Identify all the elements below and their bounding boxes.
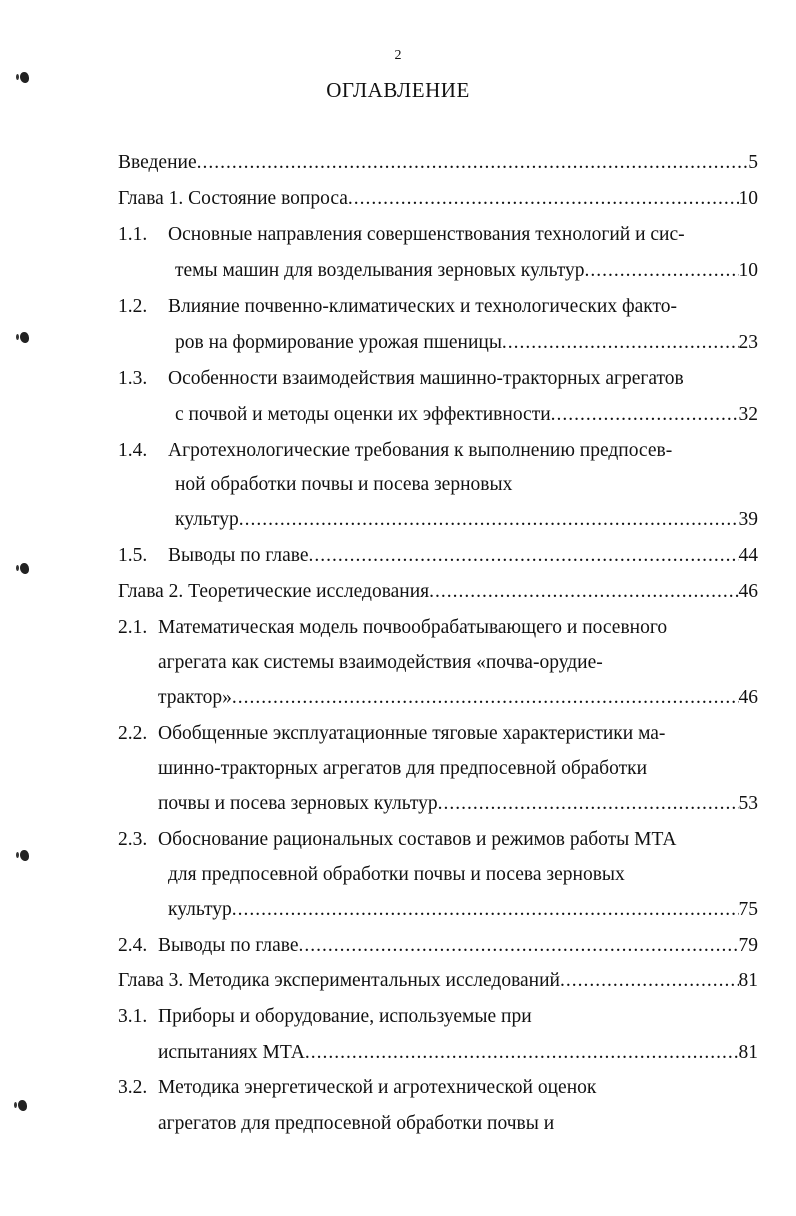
toc-page-number: 5 <box>748 152 758 173</box>
page-number: 2 <box>394 48 402 63</box>
toc-entry-text: с почвой и методы оценки их эффективности <box>175 404 551 425</box>
dot-leader <box>429 577 738 607</box>
toc-entry-text: Выводы по главе <box>158 935 299 956</box>
toc-entry-section-1-2 <box>175 328 758 358</box>
toc-entry-text: ров на формирование урожая пшеницы <box>175 332 502 353</box>
toc-page-number: 10 <box>738 188 758 209</box>
dot-leader <box>239 505 739 535</box>
toc-page-number: 81 <box>738 970 758 991</box>
scan-speck <box>18 1100 27 1111</box>
toc-page-number: 32 <box>738 404 758 425</box>
toc-entry-text: трактор» <box>158 687 232 708</box>
toc-section-number: 1.3. <box>118 368 148 389</box>
toc-entry-section-1-4 <box>175 505 758 535</box>
toc-entry-line: агрегата как системы взаимодействия «почва-орудие- <box>158 652 603 673</box>
toc-entry-text: Введение <box>118 152 197 173</box>
dot-leader <box>560 966 739 996</box>
toc-entry-introduction <box>118 148 758 178</box>
toc-entry-text: Глава 3. Методика экспериментальных исследований <box>118 970 560 991</box>
toc-page-number: 39 <box>738 509 758 530</box>
toc-page-number: 75 <box>738 899 758 920</box>
toc-page-number: 53 <box>738 793 758 814</box>
toc-entry-line: Методика энергетической и агротехнической оценок <box>158 1077 597 1098</box>
toc-entry-text: Глава 1. Состояние вопроса <box>118 188 348 209</box>
toc-entry-line: Обобщенные эксплуатационные тяговые характеристики ма- <box>158 723 666 744</box>
toc-entry-line: агрегатов для предпосевной обработки почвы и <box>158 1113 555 1134</box>
toc-section-number: 3.2. <box>118 1077 148 1098</box>
toc-section-number: 2.4. <box>118 935 148 956</box>
scan-speck <box>20 563 29 574</box>
toc-entry-section-2-2 <box>158 789 758 819</box>
toc-entry-line: Основные направления совершенствования технологий и сис- <box>168 224 685 245</box>
toc-entry-section-2-1 <box>158 683 758 713</box>
toc-entry-text: почвы и посева зерновых культур <box>158 793 438 814</box>
toc-entry-line: для предпосевной обработки почвы и посева зерновых <box>168 864 625 885</box>
toc-entry-text: темы машин для возделывания зерновых культур <box>175 260 585 281</box>
toc-entry-line: Математическая модель почвообрабатывающего и посевного <box>158 617 668 638</box>
toc-section-number: 2.1. <box>118 617 148 638</box>
toc-entry-text: испытаниях МТА <box>158 1042 305 1063</box>
dot-leader <box>232 895 739 925</box>
dot-leader <box>232 683 739 713</box>
toc-entry-chapter-3 <box>118 966 758 996</box>
toc-entry-section-1-5 <box>168 541 758 571</box>
toc-section-number: 2.2. <box>118 723 148 744</box>
toc-entry-line: Особенности взаимодействия машинно-тракторных агрегатов <box>168 368 684 389</box>
toc-section-number: 1.4. <box>118 440 148 461</box>
toc-section-number: 1.2. <box>118 296 148 317</box>
toc-page-number: 81 <box>738 1042 758 1063</box>
toc-entry-section-2-3 <box>168 895 758 925</box>
toc-title: ОГЛАВЛЕНИЕ <box>326 78 470 102</box>
dot-leader <box>308 541 738 571</box>
toc-entry-line: Обоснование рациональных составов и режимов работы МТА <box>158 829 677 850</box>
toc-entry-section-1-3 <box>175 400 758 430</box>
toc-page-number: 44 <box>738 545 758 566</box>
toc-page-number: 23 <box>738 332 758 353</box>
scan-speck <box>20 332 29 343</box>
dot-leader <box>551 400 739 430</box>
toc-entry-line: Агротехнологические требования к выполнению предпосев- <box>168 440 673 461</box>
dot-leader <box>502 328 739 358</box>
dot-leader <box>305 1038 739 1068</box>
toc-entry-chapter-2 <box>118 577 758 607</box>
dot-leader <box>197 148 749 178</box>
toc-entry-chapter-1 <box>118 184 758 214</box>
toc-section-number: 3.1. <box>118 1006 148 1027</box>
dot-leader <box>438 789 739 819</box>
toc-entry-line: Приборы и оборудование, используемые при <box>158 1006 532 1027</box>
dot-leader <box>584 256 738 286</box>
toc-section-number: 1.5. <box>118 545 148 566</box>
dot-leader <box>348 184 739 214</box>
toc-entry-section-1-1 <box>175 256 758 286</box>
toc-page-number: 46 <box>738 687 758 708</box>
dot-leader <box>298 931 738 961</box>
toc-entry-text: культур <box>168 899 232 920</box>
toc-section-number: 2.3. <box>118 829 148 850</box>
toc-entry-text: Глава 2. Теоретические исследования <box>118 581 430 602</box>
toc-page-number: 79 <box>738 935 758 956</box>
toc-entry-line: ной обработки почвы и посева зерновых <box>175 474 513 495</box>
toc-entry-line: шинно-тракторных агрегатов для предпосевной обработки <box>158 758 648 779</box>
toc-page-number: 10 <box>738 260 758 281</box>
toc-entry-section-2-4 <box>158 931 758 961</box>
toc-entry-text: Выводы по главе <box>168 545 309 566</box>
toc-entry-text: культур <box>175 509 239 530</box>
toc-entry-section-3-1 <box>158 1038 758 1068</box>
scan-speck <box>20 72 29 83</box>
toc-page-number: 46 <box>738 581 758 602</box>
toc-entry-line: Влияние почвенно-климатических и технологических факто- <box>168 296 677 317</box>
toc-section-number: 1.1. <box>118 224 148 245</box>
scan-speck <box>20 850 29 861</box>
